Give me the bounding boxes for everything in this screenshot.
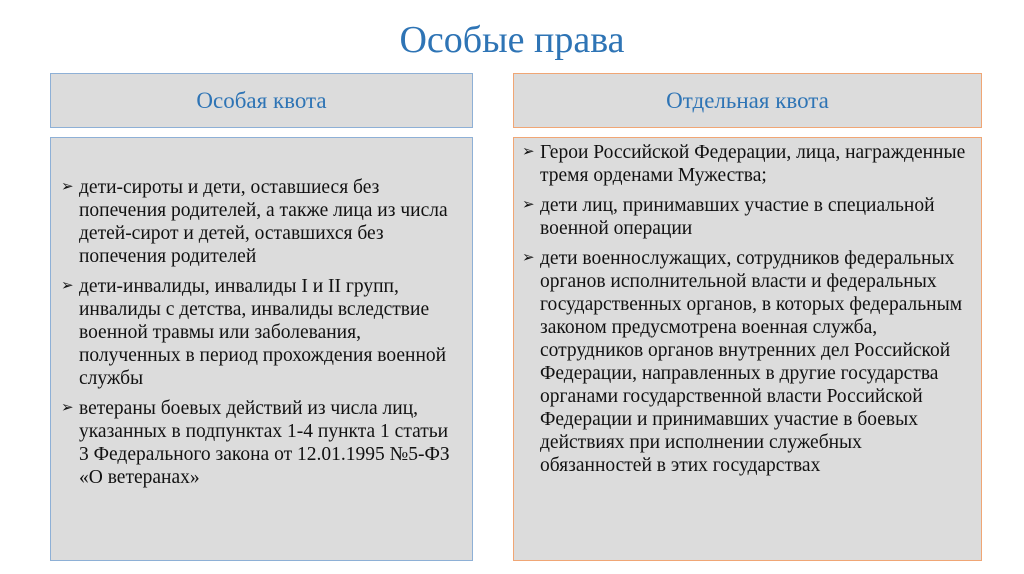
list-item-text: дети-сироты и дети, оставшиеся без попечения родителей, а также лица из числа детей-сирот и детей, оставшихся без попечения родителей — [79, 177, 448, 267]
arrow-bullet-icon: ➢ — [61, 179, 74, 195]
list-item-text: дети-инвалиды, инвалиды I и II групп, инвалиды с детства, инвалиды вследствие военной травмы или заболевания, полученных в период прохождения военной службы — [79, 276, 447, 389]
arrow-bullet-icon: ➢ — [61, 278, 74, 294]
list-item — [520, 247, 973, 477]
arrow-bullet-icon: ➢ — [522, 144, 535, 160]
arrow-bullet-icon: ➢ — [522, 250, 535, 266]
list-item-text: дети лиц, принимавших участие в специальной военной операции — [540, 195, 935, 239]
special-quota-header: Особая квота — [50, 73, 473, 128]
arrow-bullet-icon: ➢ — [61, 400, 74, 416]
special-quota-list — [50, 137, 473, 561]
separate-quota-list — [513, 137, 982, 561]
page-title: Особые права — [399, 19, 625, 61]
arrow-bullet-icon: ➢ — [522, 197, 535, 213]
list-item-text: Герои Российской Федерации, лица, награжденные тремя орденами Мужества; — [540, 142, 966, 186]
separate-quota-header: Отдельная квота — [513, 73, 982, 128]
list-item — [520, 194, 973, 240]
list-item — [520, 141, 973, 187]
list-item-text: ветераны боевых действий из числа лиц, указанных в подпунктах 1-4 пункта 1 статьи 3 Федерального закона от 12.01.1995 №5-ФЗ «О ветеранах» — [79, 398, 450, 488]
list-item — [59, 176, 462, 268]
list-item — [59, 275, 462, 390]
list-item-text: дети военнослужащих, сотрудников федеральных органов исполнительной власти и федеральных государственных органов, в которых федеральным законом предусмотрена военная служба, сотрудников органов внутренних дел Российской Федерации, направленных в другие государства органами государственной власти Российской Федерации и принимавших участие в боевых действиях при исполнении служебных обязанностей в этих государствах — [540, 248, 963, 476]
list-item — [59, 397, 462, 489]
